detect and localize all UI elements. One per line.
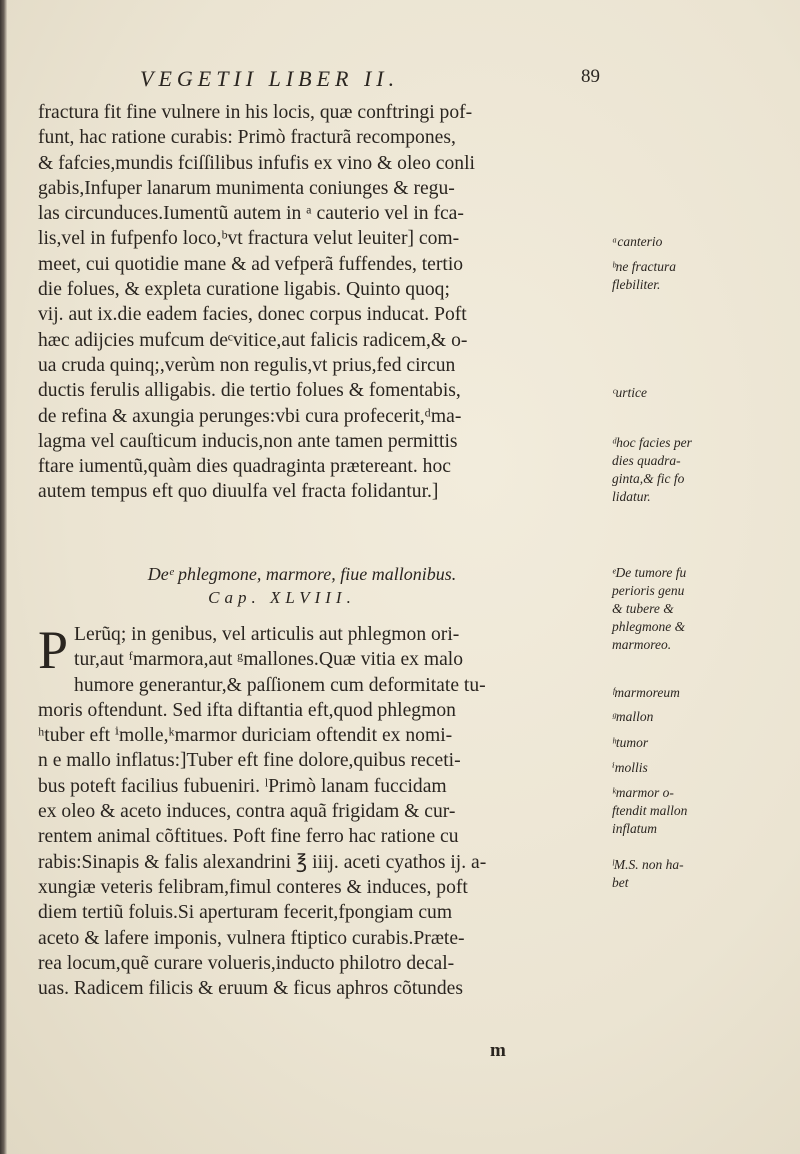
text-line: de refina & axungia perunges:vbi cura profecerit,ᵈma- (38, 405, 462, 427)
text-line: ex oleo & aceto induces, contra aquã frigidam & cur- (38, 801, 456, 823)
binding-gutter (0, 0, 7, 1154)
margin-note-line: dies quadra- (612, 453, 681, 468)
margin-note-line: inflatum (612, 821, 658, 836)
margin-note (612, 784, 687, 838)
margin-note-line: ᵉDe tumore fu (612, 565, 687, 580)
text-line: aceto & lafere imponis, vulnera ftiptico curabis.Præte- (38, 927, 465, 949)
text-line: n e mallo inflatus:]Tuber eft fine dolore,quibus receti- (38, 750, 461, 772)
margin-note (612, 258, 676, 294)
margin-note-line: ᵍmallon (612, 709, 654, 724)
margin-note-line: flebiliter. (612, 277, 661, 292)
text-line: rentem animal cõftitues. Poft fine ferro hac ratione cu (38, 826, 459, 848)
margin-note-line: ʰtumor (612, 735, 649, 750)
page-number: 89 (581, 66, 600, 87)
text-line: tur,aut ᶠmarmora,aut ᵍmallones.Quæ vitia ex malo (74, 649, 464, 671)
chapter-heading (38, 562, 606, 610)
text-line: rabis:Sinapis & falis alexandrini ℥ iiij. aceti cyathos ij. a- (38, 851, 487, 873)
text-line: hæc adijcies mufcum deᶜvitice,aut falicis radicem,& o- (38, 329, 468, 351)
margin-note (612, 759, 648, 777)
section-phlegmone (38, 622, 606, 1001)
margin-note-line: lidatur. (612, 489, 651, 504)
text-line: ʰtuber eft ⁱmolle,ᵏmarmor duriciam oftendit ex nomi- (38, 725, 453, 747)
margin-note-line: & tubere & (612, 601, 674, 616)
margin-note (612, 434, 692, 506)
margin-note-line: phlegmone & (612, 619, 686, 634)
margin-note-line: ᵇne fractura (612, 259, 676, 274)
margin-note (612, 384, 647, 402)
margin-note (612, 564, 686, 654)
margin-note-line: ᵈhoc facies per (612, 435, 692, 450)
margin-note-line: bet (612, 875, 629, 890)
text-line: Lerũq; in genibus, vel articulis aut phlegmon ori- (74, 624, 460, 645)
margin-note-line: ⁱmollis (612, 760, 648, 775)
text-line: lis,vel in fufpenfo loco,ᵇvt fractura velut leuiter] com- (38, 228, 460, 250)
text-line: diem tertiũ foluis.Si aperturam fecerit,fpongiam cum (38, 902, 453, 924)
margin-note-line: ᵏmarmor o- (612, 785, 674, 800)
section-fractura (38, 100, 606, 505)
chapter-number: Cap. XLVIII. (208, 588, 356, 607)
text-line: funt, hac ratione curabis: Primò fracturã recompones, (38, 127, 456, 149)
text-line: fractura fit fine vulnere in his locis, quæ conftringi pof- (38, 102, 473, 123)
text-line: lagma vel cauſticum inducis,non ante tamen permittis (38, 430, 458, 452)
text-line: ftare iumentũ,quàm dies quadraginta prætereant. hoc (38, 456, 451, 478)
text-line: ua cruda quinq;,verùm non regulis,vt prius,fed circun (38, 354, 456, 376)
margin-note (612, 233, 662, 251)
margin-note-line: ᵃcanterio (612, 234, 663, 249)
margin-note (612, 684, 680, 702)
margin-note-line: ftendit mallon (612, 803, 688, 818)
text-line: vij. aut ix.die eadem facies, donec corpus inducat. Poft (38, 304, 467, 326)
drop-capital: P (38, 620, 69, 680)
margin-note (612, 708, 653, 726)
margin-note-line: ˡM.S. non ha- (612, 857, 684, 872)
margin-note-line: perioris genu (612, 583, 685, 598)
text-line: meet, cui quotidie mane & ad vefperã fuffendes, tertio (38, 253, 464, 275)
running-title: VEGETII LIBER II. (140, 66, 400, 91)
running-header (140, 66, 600, 96)
margin-note-line: marmoreo. (612, 637, 672, 652)
chapter-title: Deᵉ phlegmone, marmore, fiue mallonibus. (147, 564, 457, 584)
text-line: & fafcies,mundis fciſſilibus infufis ex vino & oleo conli (38, 152, 475, 174)
margin-note-line: ᶜurtice (612, 385, 648, 400)
signature-mark: m (490, 1040, 506, 1061)
text-line: ductis ferulis alligabis. die tertio folues & fomentabis, (38, 380, 461, 402)
margin-note (612, 734, 648, 752)
text-line: autem tempus eft quo diuulfa vel fracta folidantur.] (38, 481, 439, 503)
text-line: gabis,Infuper lanarum munimenta coniunges & regu- (38, 177, 455, 199)
text-line: bus poteft facilius fubueniri. ˡPrimò lanam fuccidam (38, 775, 447, 797)
text-line: las circunduces.Iumentũ autem in ᵃ cauterio vel in fca- (38, 203, 464, 225)
text-line: die folues, & expleta curatione ligabis. Quinto quoq; (38, 279, 450, 301)
margin-note-line: ᶠmarmoreum (612, 685, 680, 700)
text-line: uas. Radicem filicis & eruum & ficus aphros cõtundes (38, 978, 463, 1000)
text-line: humore generantur,& paſſionem cum deformitate tu- (74, 674, 486, 696)
text-line: rea locum,quẽ curare volueris,inducto philotro decal- (38, 952, 455, 974)
text-line: moris oftendunt. Sed ifta diftantia eft,quod phlegmon (38, 699, 456, 721)
margin-note-line: ginta,& fic fo (612, 471, 685, 486)
margin-note (612, 856, 684, 892)
text-line: xungiæ veteris felibram,fimul conteres & induces, poft (38, 876, 468, 898)
